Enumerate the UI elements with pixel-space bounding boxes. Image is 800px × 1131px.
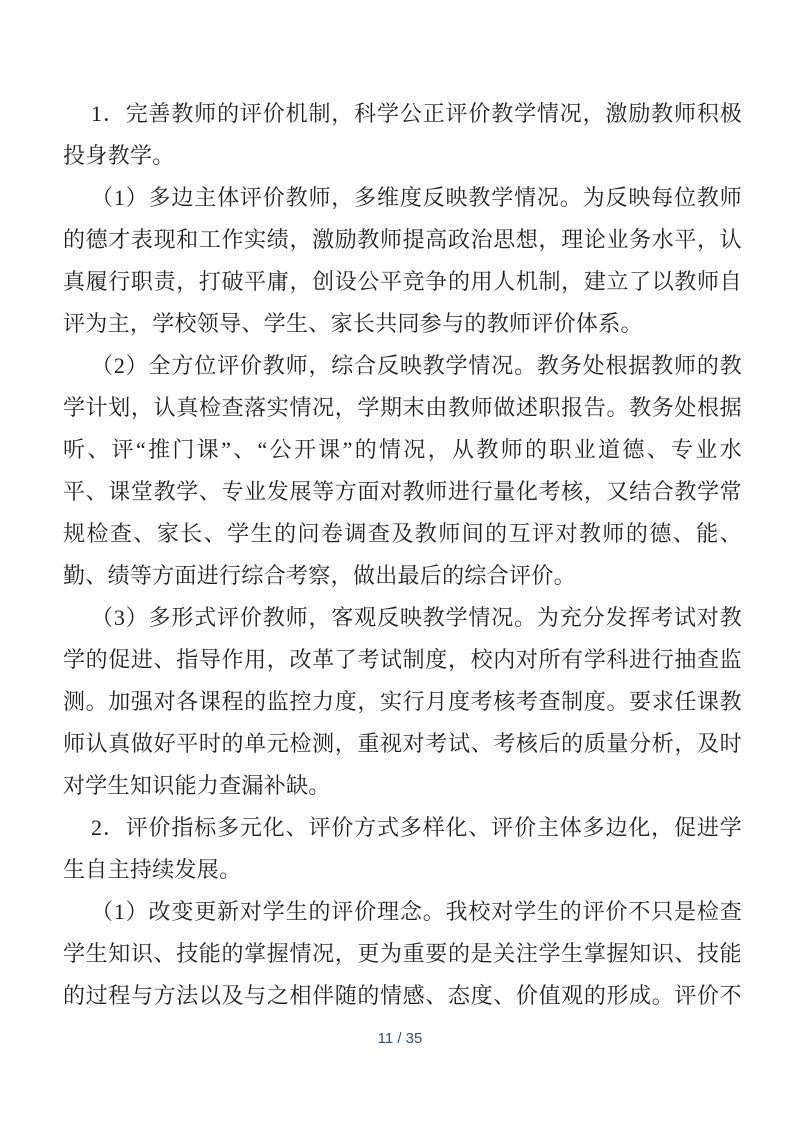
text-line: 平、课堂教学、专业发展等方面对教师进行量化考核，又结合教学常 [63,479,742,504]
text-line: 对学生知识能力查漏补缺。 [63,773,331,798]
text-line: 的德才表现和工作实绩，激励教师提高政治思想，理论业务水平，认 [63,227,742,252]
text-line: 2．评价指标多元化、评价方式多样化、评价主体多边化，促进学 [91,815,742,840]
text-line: 听、评“推门课”、“公开课”的情况，从教师的职业道德、专业水 [63,437,742,462]
text-line: （1）多边主体评价教师，多维度反映教学情况。为反映每位教师 [91,185,742,210]
page-number: 11 / 35 [377,1030,423,1047]
text-line: （2）全方位评价教师，综合反映教学情况。教务处根据教师的教 [91,353,742,378]
text-line: 1．完善教师的评价机制，科学公正评价教学情况，激励教师积极 [91,101,742,126]
text-line: 真履行职责，打破平庸，创设公平竞争的用人机制，建立了以教师自 [63,269,742,294]
text-line: 学计划，认真检查落实情况，学期末由教师做述职报告。教务处根据 [63,395,742,420]
page-footer [0,1029,800,1049]
text-line: 学生知识、技能的掌握情况，更为重要的是关注学生掌握知识、技能 [63,941,742,966]
text-line: 生自主持续发展。 [63,857,242,882]
text-line: 投身教学。 [63,143,175,168]
text-line: （3）多形式评价教师，客观反映教学情况。为充分发挥考试对教 [91,605,742,630]
text-line: 学的促进、指导作用，改革了考试制度，校内对所有学科进行抽查监 [63,647,742,672]
document-body [63,93,742,1017]
text-line: 勤、绩等方面进行综合考察，做出最后的综合评价。 [63,563,576,588]
text-line: （1）改变更新对学生的评价理念。我校对学生的评价不只是检查 [91,899,742,924]
text-line: 师认真做好平时的单元检测，重视对考试、考核后的质量分析，及时 [63,731,742,756]
text-line: 评为主，学校领导、学生、家长共同参与的教师评价体系。 [63,311,643,336]
text-line: 规检查、家长、学生的问卷调查及教师间的互评对教师的德、能、 [63,521,742,546]
text-line: 的过程与方法以及与之相伴随的情感、态度、价值观的形成。评价不 [63,983,742,1008]
text-line: 测。加强对各课程的监控力度，实行月度考核考查制度。要求任课教 [63,689,742,714]
